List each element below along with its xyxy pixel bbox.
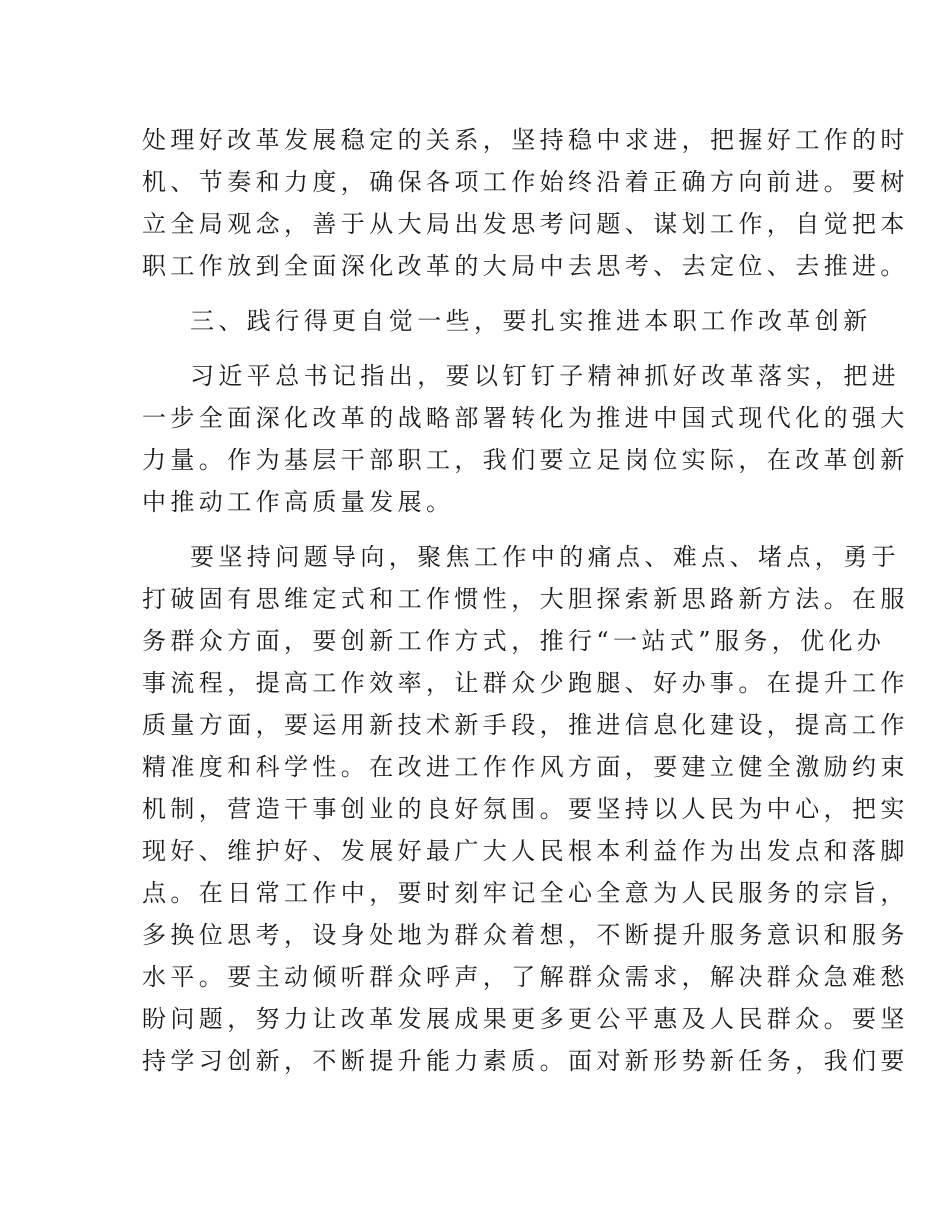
paragraph-line: 职工作放到全面深化改革的大局中去思考、去定位、去推进。 [142,252,909,280]
paragraph-line: 立全局观念，善于从大局出发思考问题、谋划工作，自觉把本 [142,210,909,238]
paragraph-line: 水平。要主动倾听群众呼声，了解群众需求，解决群众急难愁 [142,963,909,991]
paragraph-line: 力量。作为基层干部职工，我们要立足岗位实际，在改革创新 [142,446,909,474]
paragraph-line: 处理好改革发展稳定的关系，坚持稳中求进，把握好工作的时 [142,126,909,154]
paragraph-line: 要坚持问题导向，聚焦工作中的痛点、难点、堵点，勇于 [190,543,900,571]
paragraph-line: 点。在日常工作中，要时刻牢记全心全意为人民服务的宗旨， [142,879,909,907]
paragraph-line: 持学习创新，不断提升能力素质。面对新形势新任务，我们要 [142,1047,909,1075]
paragraph-line: 现好、维护好、发展好最广大人民根本利益作为出发点和落脚 [142,837,909,865]
paragraph-line: 盼问题，努力让改革发展成果更多更公平惠及人民群众。要坚 [142,1005,909,1033]
paragraph-line: 事流程，提高工作效率，让群众少跑腿、好办事。在提升工作 [142,669,909,697]
paragraph-line: 中推动工作高质量发展。 [142,488,455,516]
paragraph-line: 精准度和科学性。在改进工作作风方面，要建立健全激励约束 [142,753,909,781]
section-heading: 三、践行得更自觉一些，要扎实推进本职工作改革创新 [190,307,872,335]
paragraph-line: 习近平总书记指出，要以钉钉子精神抓好改革落实，把进 [190,362,900,390]
paragraph-line: 一步全面深化改革的战略部署转化为推进中国式现代化的强大 [142,404,909,432]
paragraph-line: 多换位思考，设身处地为群众着想，不断提升服务意识和服务 [142,921,909,949]
paragraph-line: 机制，营造干事创业的良好氛围。要坚持以人民为中心，把实 [142,795,909,823]
paragraph-line: 务群众方面，要创新工作方式，推行“一站式”服务，优化办 [142,627,886,655]
paragraph-line: 质量方面，要运用新技术新手段，推进信息化建设，提高工作 [142,711,909,739]
paragraph-line: 打破固有思维定式和工作惯性，大胆探索新思路新方法。在服 [142,585,909,613]
paragraph-line: 机、节奏和力度，确保各项工作始终沿着正确方向前进。要树 [142,168,909,196]
